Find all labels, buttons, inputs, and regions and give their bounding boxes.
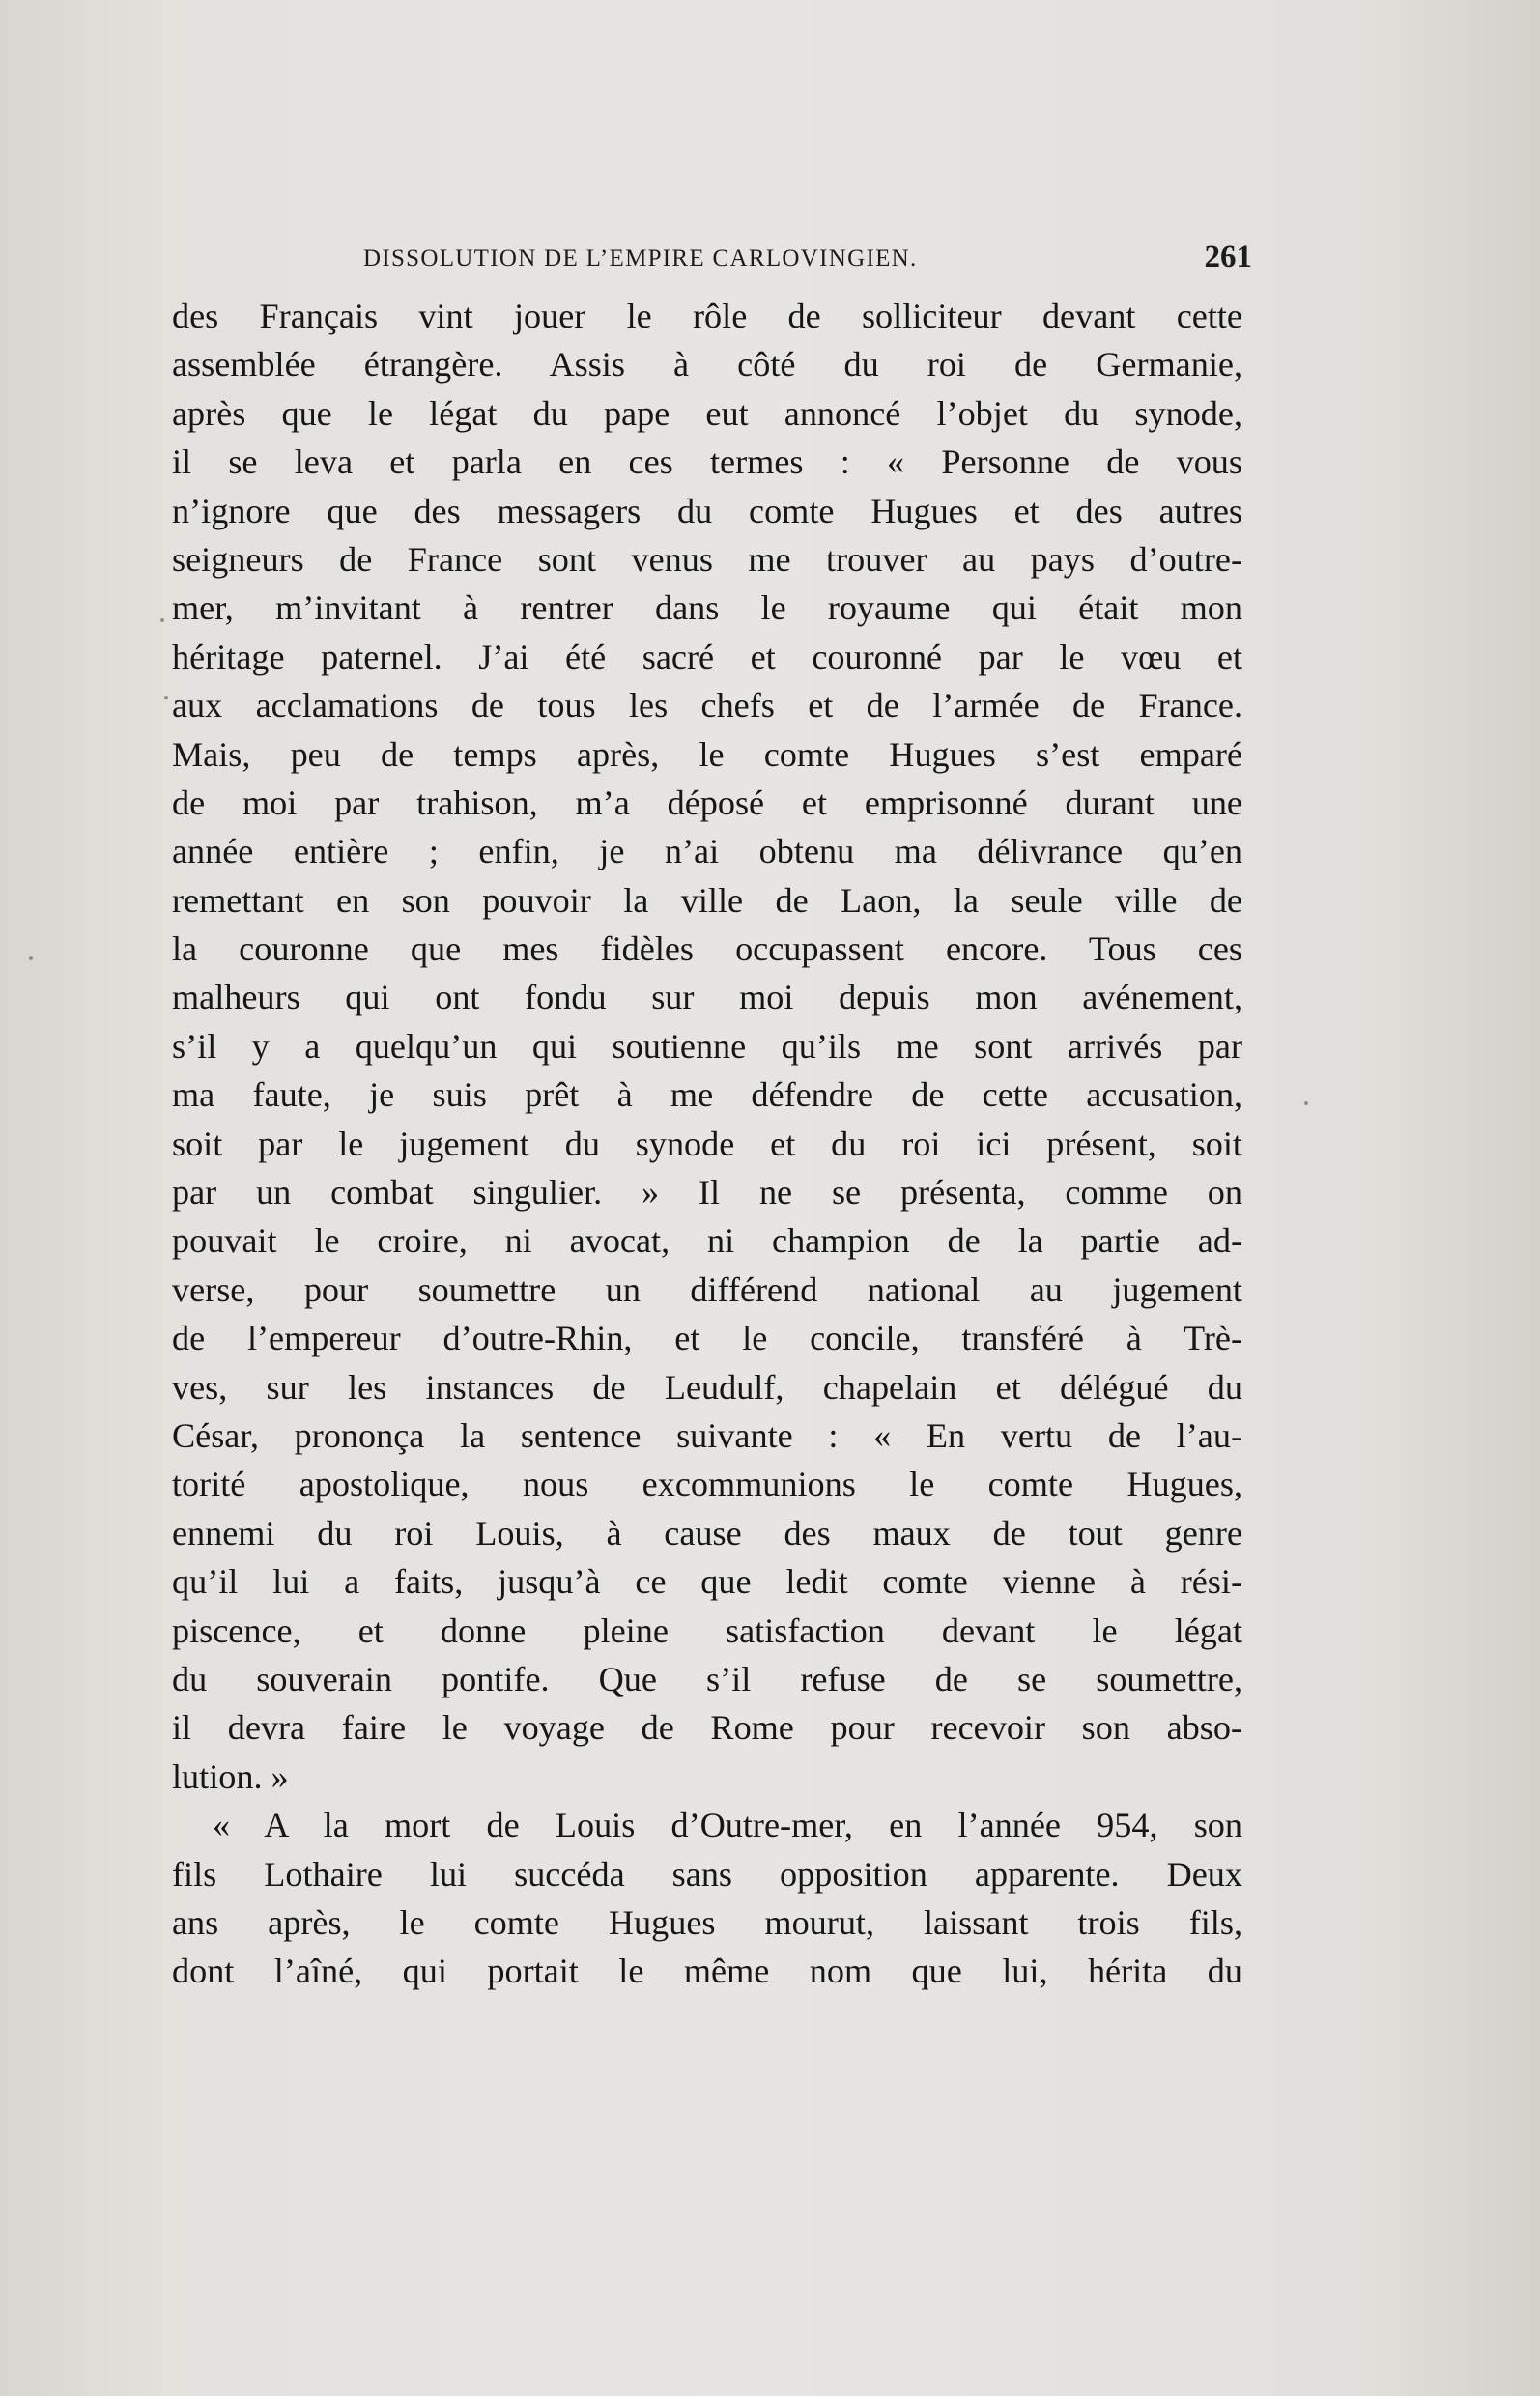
text-line: la couronne que mes fidèles occupassent encore. Tous ces (172, 929, 1242, 969)
text-line: héritage paternel. J’ai été sacré et couronné par le vœu et (172, 637, 1242, 676)
paper-speck (164, 696, 168, 699)
text-line: ans après, le comte Hugues mourut, laissant trois fils, (172, 1902, 1242, 1942)
paper-speck (160, 618, 164, 622)
text-line: dont l’aîné, qui portait le même nom que lui, hérita du (172, 1952, 1242, 1991)
text-line: seigneurs de France sont venus me trouver au pays d’outre- (172, 539, 1242, 579)
paper-speck (1304, 1101, 1308, 1105)
text-line-paragraph-end: lution. » (172, 1756, 289, 1796)
text-line: de l’empereur d’outre-Rhin, et le concile, transféré à Trè- (172, 1319, 1242, 1358)
text-line-paragraph-start: « A la mort de Louis d’Outre-mer, en l’année 954, son (213, 1806, 1242, 1845)
text-line: du souverain pontife. Que s’il refuse de se soumettre, (172, 1659, 1242, 1698)
body-text (172, 292, 1242, 1996)
page-number: 261 (1204, 240, 1252, 274)
text-line: ma faute, je suis prêt à me défendre de cette accusation, (172, 1075, 1242, 1115)
text-line: par un combat singulier. » Il ne se présenta, comme on (172, 1173, 1242, 1212)
text-line: de moi par trahison, m’a déposé et emprisonné durant une (172, 783, 1242, 822)
text-line: ves, sur les instances de Leudulf, chapelain et délégué du (172, 1367, 1242, 1407)
text-line: des Français vint jouer le rôle de solliciteur devant cette (172, 297, 1242, 335)
text-line: remettant en son pouvoir la ville de Laon, la seule ville de (172, 880, 1242, 920)
text-line: après que le légat du pape eut annoncé l’objet du synode, (172, 393, 1242, 433)
text-line: soit par le jugement du synode et du roi ici présent, soit (172, 1124, 1242, 1163)
text-line: torité apostolique, nous excommunions le comte Hugues, (172, 1465, 1242, 1504)
running-head (363, 240, 1252, 278)
text-line: ennemi du roi Louis, à cause des maux de tout genre (172, 1513, 1242, 1553)
text-line: assemblée étrangère. Assis à côté du roi de Germanie, (172, 345, 1242, 385)
text-line: fils Lothaire lui succéda sans opposition apparente. Deux (172, 1854, 1242, 1894)
text-line: verse, pour soumettre un différend national au jugement (172, 1269, 1242, 1309)
text-line: il devra faire le voyage de Rome pour recevoir son abso- (172, 1708, 1242, 1748)
text-line: année entière ; enfin, je n’ai obtenu ma délivrance qu’en (172, 832, 1242, 871)
text-line: Mais, peu de temps après, le comte Hugues s’est emparé (172, 734, 1242, 774)
text-line: malheurs qui ont fondu sur moi depuis mon avénement, (172, 978, 1242, 1017)
text-line: César, prononça la sentence suivante : « En vertu de l’au- (172, 1415, 1242, 1455)
text-line: qu’il lui a faits, jusqu’à ce que ledit comte vienne à rési- (172, 1562, 1242, 1602)
text-line: il se leva et parla en ces termes : « Personne de vous (172, 442, 1242, 482)
text-line: pouvait le croire, ni avocat, ni champion de la partie ad- (172, 1221, 1242, 1261)
text-line: s’il y a quelqu’un qui soutienne qu’ils me sont arrivés par (172, 1026, 1242, 1066)
paper-speck (29, 956, 33, 960)
text-line: piscence, et donne pleine satisfaction devant le légat (172, 1611, 1242, 1650)
text-line: n’ignore que des messagers du comte Hugues et des autres (172, 491, 1242, 530)
running-title: DISSOLUTION DE L’EMPIRE CARLOVINGIEN. (363, 245, 918, 271)
text-line: mer, m’invitant à rentrer dans le royaume qui était mon (172, 588, 1242, 628)
text-line: aux acclamations de tous les chefs et de l’armée de France. (172, 686, 1242, 726)
